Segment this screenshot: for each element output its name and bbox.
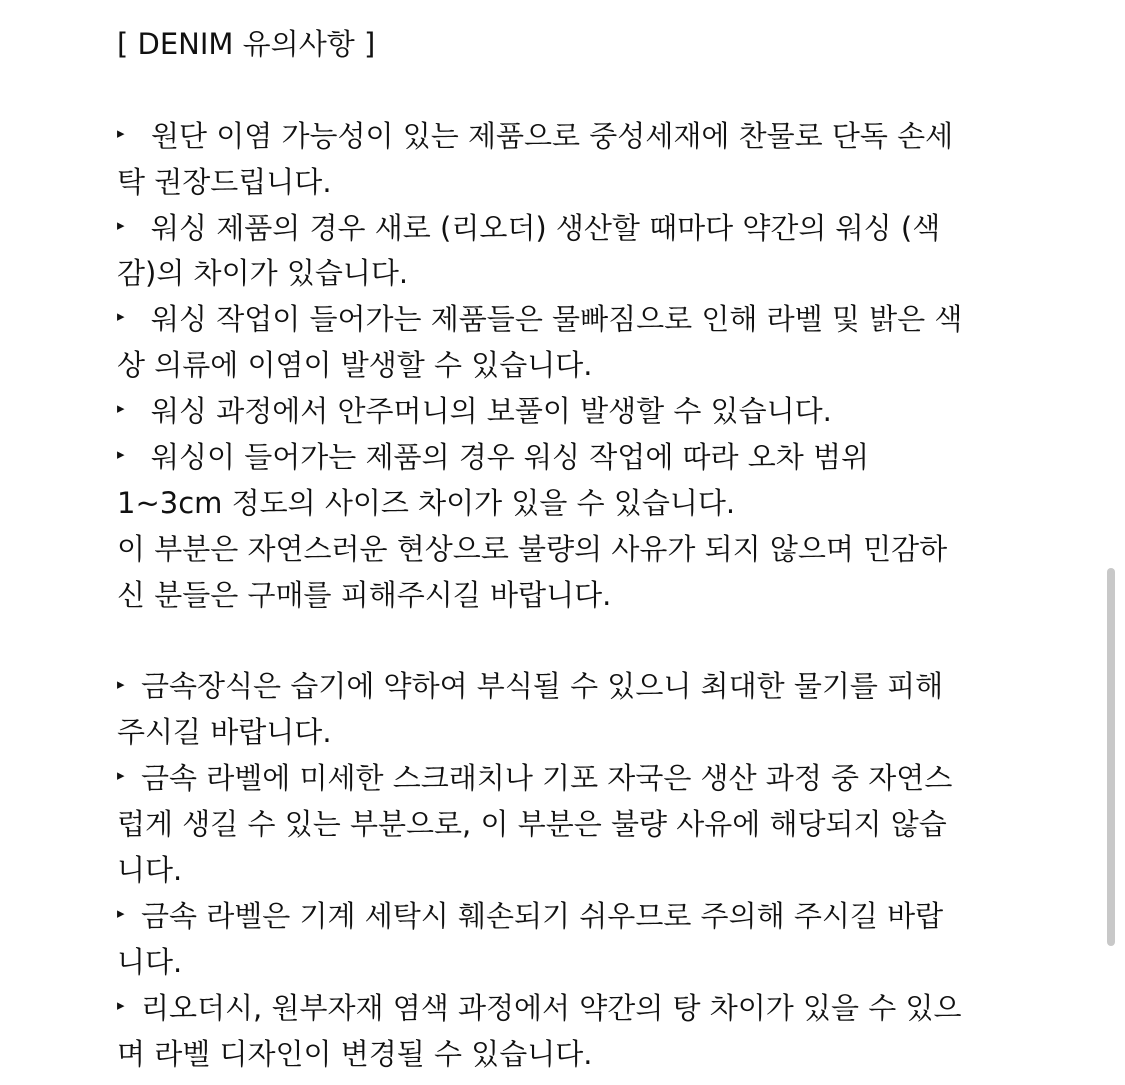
notice-text-continued: 주시길 바랍니다. xyxy=(117,715,332,750)
bullet-icon: ▸ xyxy=(117,674,125,693)
notice-text: 워싱 작업이 들어가는 제품들은 물빠짐으로 인해 라벨 및 밝은 색 xyxy=(151,302,963,337)
notice-item xyxy=(117,297,1017,343)
notice-text-continued: 니다. xyxy=(117,853,183,888)
notice-item xyxy=(117,389,1017,435)
notice-text: 워싱 과정에서 안주머니의 보풀이 발생할 수 있습니다. xyxy=(151,394,832,429)
notice-text-continued: 탁 권장드립니다. xyxy=(117,164,332,199)
notice-content xyxy=(117,22,1017,1077)
spacer xyxy=(117,619,1017,665)
bullet-icon: ▸ xyxy=(117,399,125,418)
bullet-icon: ▸ xyxy=(117,903,125,922)
notice-text: 원단 이염 가능성이 있는 제품으로 중성세재에 찬물로 단독 손세 xyxy=(151,118,954,153)
notice-text-continued: 며 라벨 디자인이 변경될 수 있습니다. xyxy=(117,1036,593,1071)
notice-text: 워싱이 들어가는 제품의 경우 워싱 작업에 따라 오차 범위 xyxy=(151,440,870,475)
notice-item xyxy=(117,114,1017,160)
notice-item xyxy=(117,756,1017,802)
notice-text-continued: 상 의류에 이염이 발생할 수 있습니다. xyxy=(117,348,593,383)
notice-item xyxy=(117,664,1017,710)
notice-text-continued: 이 부분은 자연스러운 현상으로 불량의 사유가 되지 않으며 민감하 xyxy=(117,531,948,566)
notice-text-continued: 니다. xyxy=(117,944,183,979)
bullet-icon: ▸ xyxy=(117,307,125,326)
notice-item xyxy=(117,894,1017,940)
notice-text-continued: 1~3cm 정도의 사이즈 차이가 있을 수 있습니다. xyxy=(117,485,736,520)
notice-title: [ DENIM 유의사항 ] xyxy=(117,27,376,61)
notice-text: 리오더시, 원부자재 염색 과정에서 약간의 탕 차이가 있을 수 있으 xyxy=(141,990,962,1025)
spacer xyxy=(117,68,1017,114)
notice-text-continued: 럽게 생길 수 있는 부분으로, 이 부분은 불량 사유에 해당되지 않습 xyxy=(117,807,947,842)
notice-text: 금속 라벨은 기계 세탁시 훼손되기 쉬우므로 주의해 주시길 바랍 xyxy=(141,898,944,933)
notice-item xyxy=(117,435,1017,481)
bullet-icon: ▸ xyxy=(117,123,125,142)
notice-text-continued: 신 분들은 구매를 피해주시길 바랍니다. xyxy=(117,577,612,612)
vertical-scrollbar[interactable] xyxy=(1107,568,1115,946)
notice-text-continued: 감)의 차이가 있습니다. xyxy=(117,256,409,291)
notice-text: 금속장식은 습기에 약하여 부식될 수 있으니 최대한 물기를 피해 xyxy=(141,669,944,704)
notice-text: 금속 라벨에 미세한 스크래치나 기포 자국은 생산 과정 중 자연스 xyxy=(141,761,953,796)
notice-item xyxy=(117,986,1017,1032)
notice-text: 워싱 제품의 경우 새로 (리오더) 생산할 때마다 약간의 워싱 (색 xyxy=(151,210,941,245)
bullet-icon: ▸ xyxy=(117,766,125,785)
bullet-icon: ▸ xyxy=(117,995,125,1014)
bullet-icon: ▸ xyxy=(117,445,125,464)
bullet-icon: ▸ xyxy=(117,215,125,234)
notice-item xyxy=(117,206,1017,252)
